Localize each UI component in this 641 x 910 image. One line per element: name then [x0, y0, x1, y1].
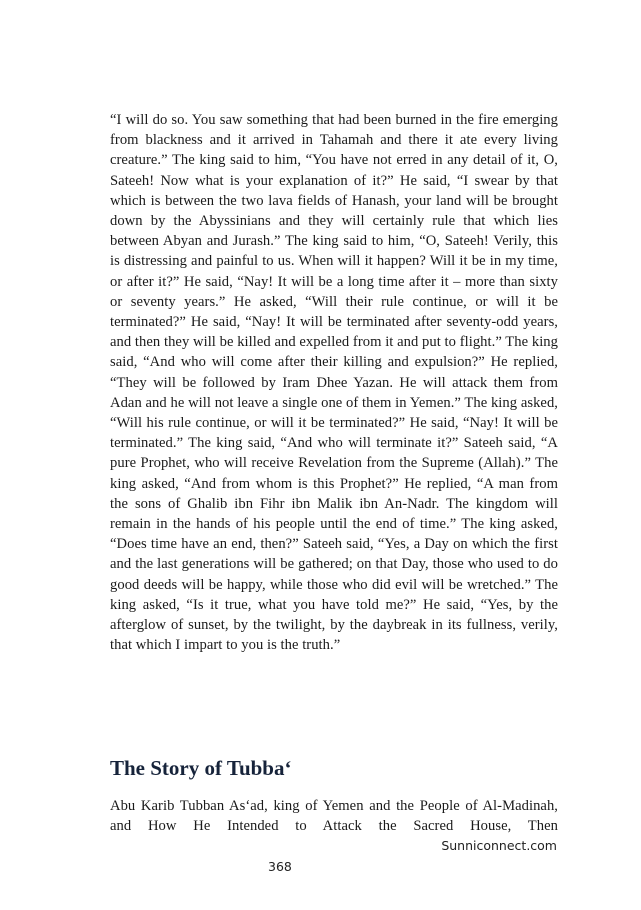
section-heading: The Story of Tubba‘: [110, 756, 292, 780]
page-number: 368: [268, 859, 292, 874]
watermark-text: Sunniconnect.com: [441, 838, 557, 853]
section-subtitle: Abu Karib Tubban As‘ad, king of Yemen and the People of Al-Madinah, and How He Intended to Attack the Sacred House, Then: [110, 798, 558, 835]
body-paragraph: “I will do so. You saw something that had been burned in the fire emerging from blackness and it arrived in Tahamah and there it ate every living creature.” The king said to him, “You have not erred in any detail of it, O, Sateeh! Now what is your explanation of it?” He said, “I swear by that which is between the two lava fields of Hanash, your land will be brought down by the Abyssinians and they will certainly rule that which lies between Abyan and Jurash.” The king said to him, “O, Sateeh! Verily, this is distressing and painful to us. When will it happen? Will it be in my time, or after it?” He said, “Nay! It will be a long time after it – more than sixty or seventy years.” He asked, “Will their rule continue, or will it be terminated?” He said, “Nay! It will be terminated after seventy-odd years, and then they will be killed and expelled from it and put to flight.” The king said, “And who will come after their killing and expulsion?” He replied, “They will be followed by Iram Dhee Yazan. He will attack them from Adan and he will not leave a single one of them in Yemen.” The king asked, “Will his rule continue, or will it be terminated?” He said, “Nay! It will be terminated.” The king said, “And who will terminate it?” Sateeh said, “A pure Prophet, who will receive Revelation from the Supreme (Allah).” The king asked, “And from whom is this Prophet?” He replied, “A man from the sons of Ghalib ibn Fihr ibn Malik ibn An-Nadr. The kingdom will remain in the hands of his people until the end of time.” The king asked, “Does time have an end, then?” Sateeh said, “Yes, a Day on which the first and the last generations will be gathered; on that Day, those who used to do good deeds will be happy, while those who did evil will be wretched.” The king asked, “Is it true, what you have told me?” He said, “Yes, by the afterglow of sunset, by the twilight, by the daybreak in its fullness, verily, that which I impart to you is the truth.”: [110, 112, 558, 654]
